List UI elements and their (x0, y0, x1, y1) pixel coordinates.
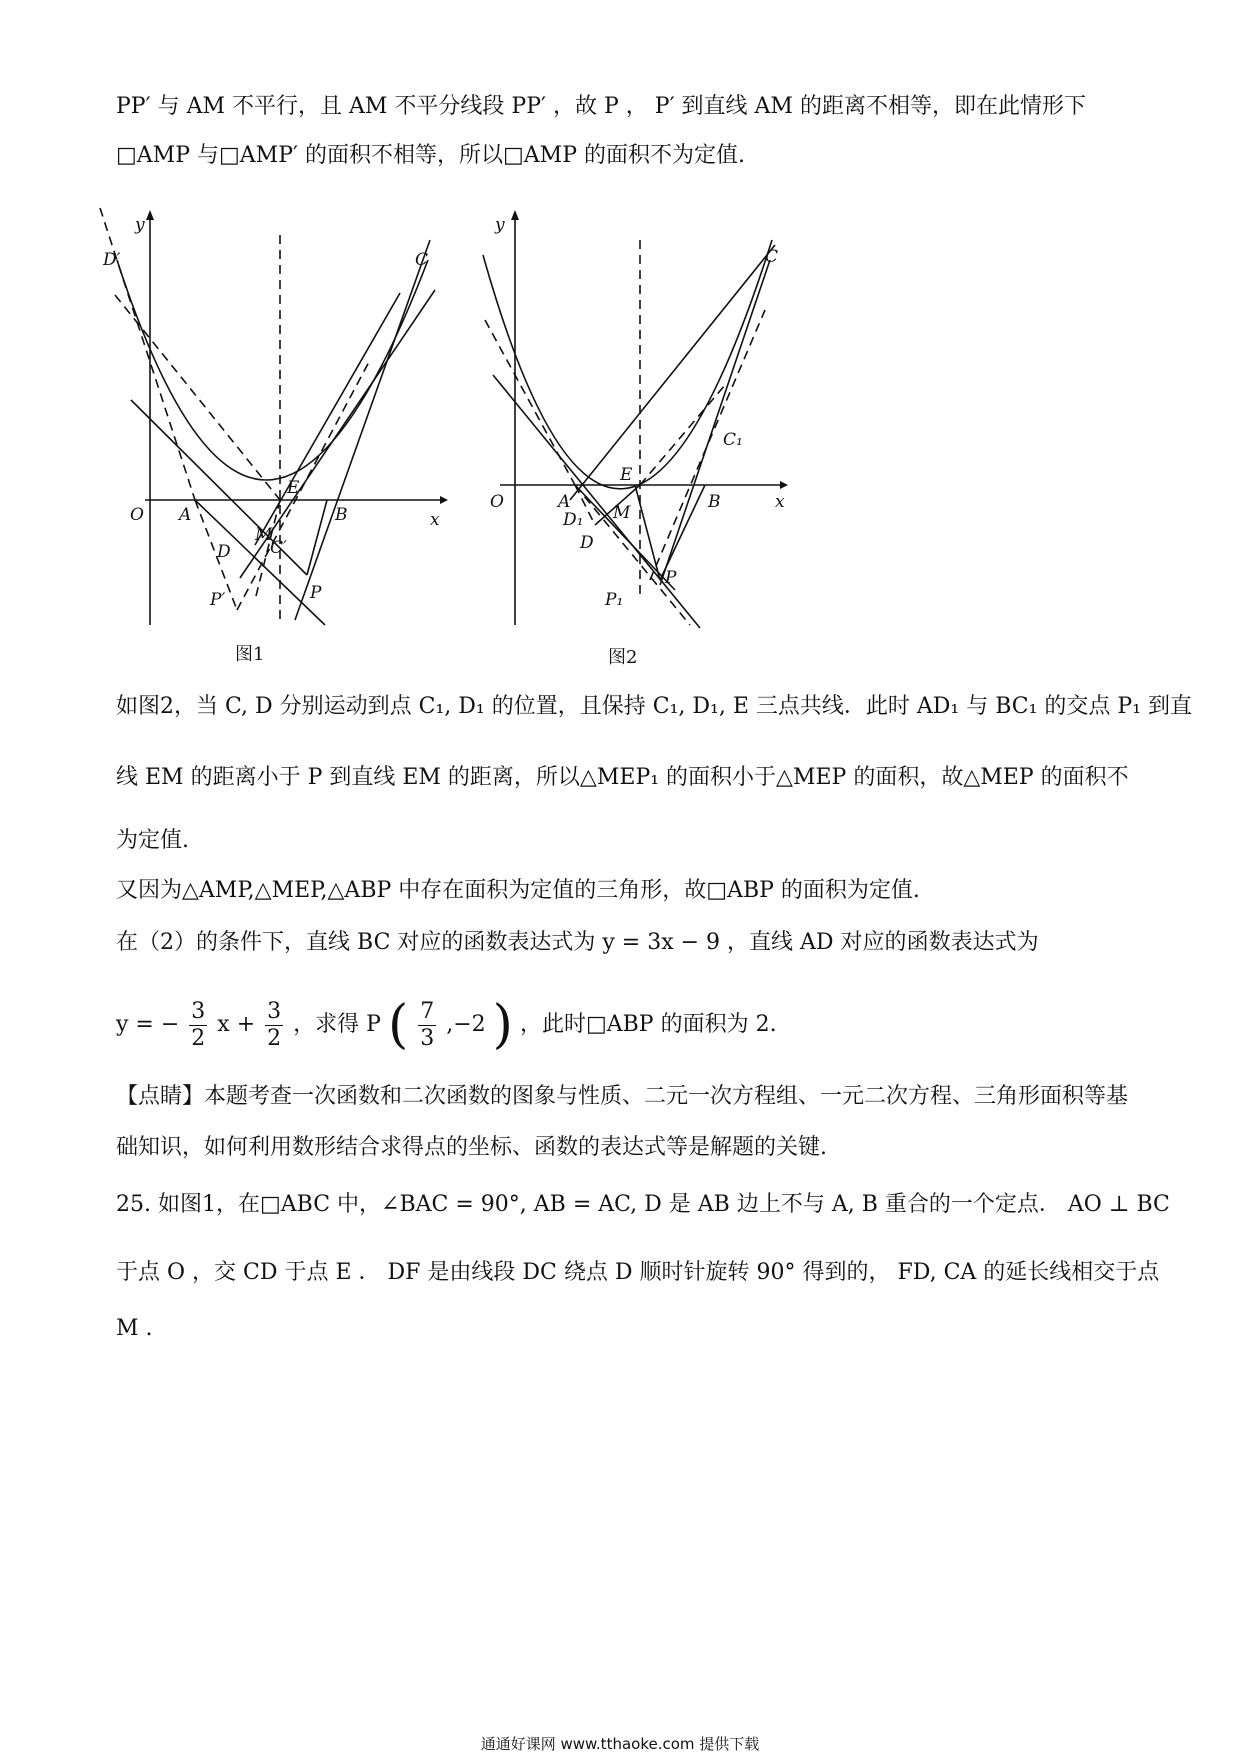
text-line-7: 在（2）的条件下，直线 BC 对应的函数表达式为 y = 3x − 9 ，直线 AD 对应的函数表达式为 (116, 930, 1039, 955)
formula-pre: y = − (116, 1012, 180, 1037)
paren-close: ) (492, 995, 513, 1055)
fraction-1 (189, 999, 207, 1052)
label-Cp: C′ (270, 538, 287, 558)
fraction-1-num: 3 (191, 998, 206, 1024)
label-B: B (708, 492, 721, 512)
label-C1: C₁ (723, 430, 743, 450)
text-line-11: 25. 如图1，在□ABC 中，∠BAC = 90°, AB = AC, D 是 AB 边上不与 A, B 重合的一个定点． AO ⊥ BC (116, 1192, 1170, 1217)
formula-text: ，求得 P (293, 1012, 381, 1037)
fraction-1-den: 2 (191, 1025, 206, 1051)
text-line-10: 础知识，如何利用数形结合求得点的坐标、函数的表达式等是解题的关键. (116, 1135, 827, 1160)
label-y: y (135, 215, 145, 235)
label-A: A (558, 492, 571, 512)
formula-mid: x + (217, 1012, 256, 1037)
x-axis-arrow (440, 496, 448, 504)
line-B-P (660, 485, 705, 580)
label-Pp: P′ (210, 590, 226, 610)
text-line-3: 如图2，当 C, D 分别运动到点 C₁, D₁ 的位置，且保持 C₁, D₁, E 三点共线．此时 AD₁ 与 BC₁ 的交点 P₁ 到直 (116, 694, 1193, 719)
text-line-12: 于点 O ，交 CD 于点 E ． DF 是由线段 DC 绕点 D 顺时针旋转 90° 得到的， FD, CA 的延长线相交于点 (116, 1260, 1160, 1285)
label-C: C (415, 250, 429, 270)
label-E: E (287, 478, 300, 498)
figure-2 (465, 200, 825, 670)
label-A: A (179, 505, 192, 525)
dashed-A-P1 (575, 485, 690, 625)
label-D1: D₁ (563, 510, 584, 530)
text-line-1: PP′ 与 AM 不平行，且 AM 不平分线段 PP′ ，故 P ， P′ 到直线 AM 的距离不相等，即在此情形下 (116, 94, 1086, 119)
line-CP (660, 260, 770, 585)
fraction-3-num: 7 (420, 998, 435, 1024)
fraction-2-den: 2 (267, 1025, 282, 1051)
formula-coord-tail: ,−2 (446, 1012, 486, 1037)
label-D: D (217, 542, 231, 562)
line-CP (295, 240, 430, 620)
label-P1: P₁ (605, 590, 624, 610)
label-M: M (255, 525, 273, 545)
formula-post: ，此时□ABP 的面积为 2. (519, 1012, 777, 1037)
line-AD (493, 375, 700, 628)
parabola (483, 240, 772, 489)
line-E-C (570, 245, 775, 500)
paren-open: ( (387, 995, 409, 1055)
label-E: E (620, 465, 633, 485)
text-line-6: 又因为△AMP,△MEP,△ABP 中存在面积为定值的三角形，故□ABP 的面积为定值. (116, 878, 920, 903)
text-line-13: M . (116, 1316, 153, 1341)
label-x: x (775, 492, 785, 512)
label-P: P (665, 568, 677, 588)
fraction-3-den: 3 (420, 1025, 435, 1051)
fraction-2 (265, 999, 283, 1052)
label-O: O (490, 492, 504, 512)
label-M: M (613, 503, 631, 523)
figure-1 (95, 200, 455, 670)
fraction-3 (418, 999, 436, 1052)
label-x: x (430, 510, 440, 530)
label-B: B (335, 505, 348, 525)
y-axis-arrow (511, 210, 519, 220)
text-line-4: 线 EM 的距离小于 P 到直线 EM 的距离，所以△MEP₁ 的面积小于△MEP 的面积，故△MEP 的面积不 (116, 765, 1129, 790)
figure-2-caption: 图2 (608, 647, 638, 668)
fraction-2-num: 3 (267, 998, 282, 1024)
y-axis-arrow (146, 210, 154, 220)
label-Dp: D′ (103, 250, 121, 270)
label-C: C (765, 247, 779, 267)
x-axis-arrow (780, 481, 788, 489)
label-P: P (310, 583, 322, 603)
label-O: O (130, 505, 144, 525)
formula-line (116, 995, 777, 1065)
text-line-5: 为定值. (116, 828, 189, 853)
label-y: y (495, 215, 505, 235)
figure-1-caption: 图1 (235, 644, 265, 665)
dashed-left (485, 320, 575, 485)
text-line-2: □AMP 与□AMP′ 的面积不相等，所以□AMP 的面积不为定值. (116, 143, 745, 168)
label-D: D (580, 533, 594, 553)
line-MC (255, 293, 400, 545)
footer-text: 通通好课网 www.tthaoke.com 提供下载 (480, 1735, 760, 1753)
text-line-9: 【点睛】本题考查一次函数和二次函数的图象与性质、二元一次方程组、一元二次方程、三角形面积等基 (116, 1084, 1129, 1109)
